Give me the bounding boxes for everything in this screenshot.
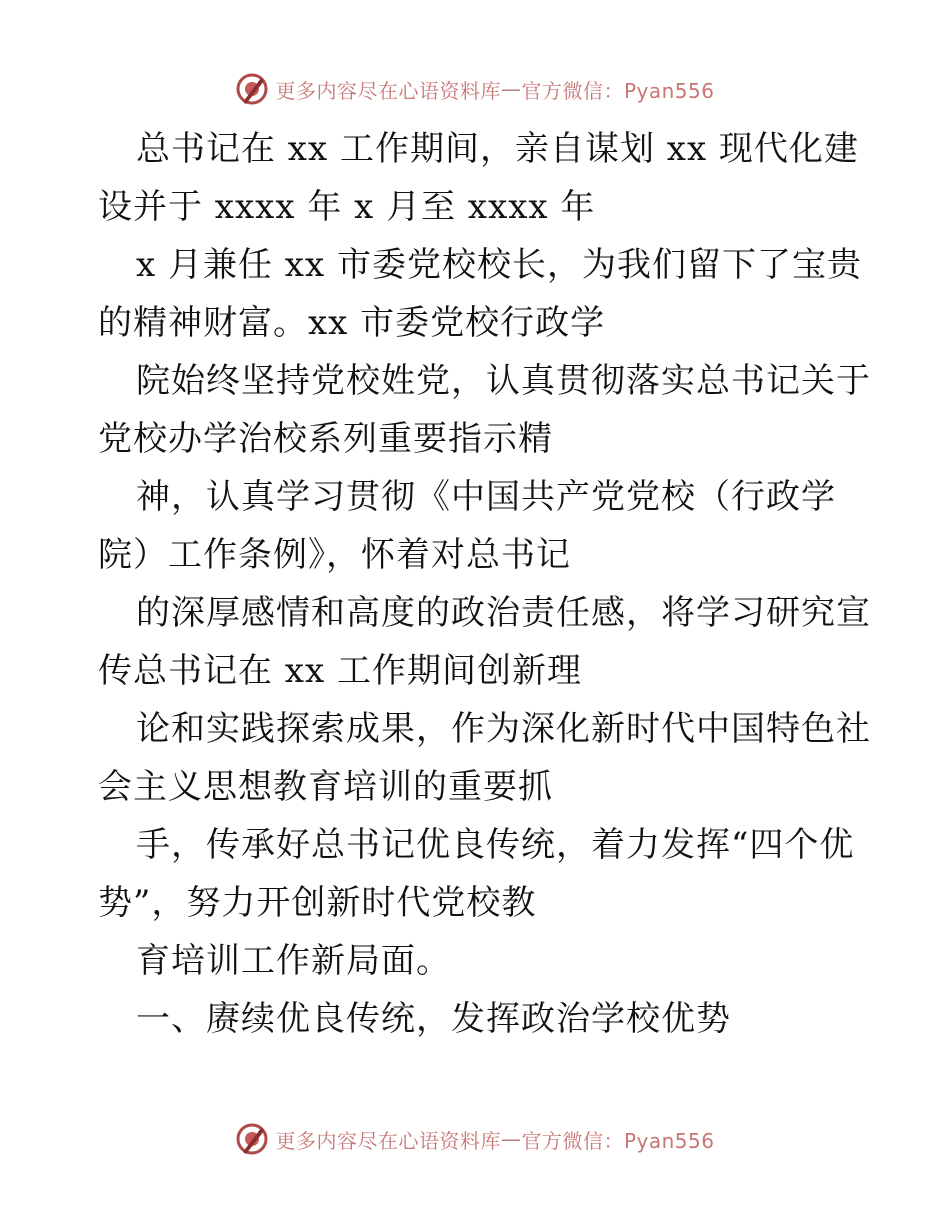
text-line: 院始终坚持党校姓党，认真贯彻落实总书记关于 [136,361,871,401]
text-line: 设并于 xxxx 年 x 月至 xxxx 年 [98,187,596,227]
text-line: 会主义思想教育培训的重要抓 [98,767,553,807]
watermark-dash: — [500,1127,522,1151]
text-line: 手，传承好总书记优良传统，着力发挥“四个优 [136,825,855,865]
quill-logo-icon [235,1122,269,1156]
section-heading: 一、赓续优良传统，发挥政治学校优势 [136,999,731,1039]
document-body [98,120,871,1048]
watermark-wechat: 官方微信：Pyan556 [521,78,715,103]
text-line: 的精神财富。xx 市委党校行政学 [98,303,606,343]
text-line: 总书记在 xx 工作期间，亲自谋划 xx 现代化建 [136,129,859,169]
watermark-footer [0,1122,950,1156]
text-line: 党校办学治校系列重要指示精 [98,419,553,459]
text-line: 论和实践探索成果，作为深化新时代中国特色社 [136,709,871,749]
watermark-text: 更多内容尽在心语资料库 [275,1128,501,1153]
text-line: x 月兼任 xx 市委党校校长，为我们留下了宝贵 [136,245,862,285]
watermark-text: 更多内容尽在心语资料库 [275,78,501,103]
text-line: 传总书记在 xx 工作期间创新理 [98,651,582,691]
watermark-dash: — [500,77,522,101]
text-line: 育培训工作新局面。 [136,941,451,981]
quill-logo-icon [235,72,269,106]
text-line: 神，认真学习贯彻《中国共产党党校（行政学 [136,477,836,517]
text-line: 势”，努力开创新时代党校教 [98,883,537,923]
text-line: 院）工作条例》，怀着对总书记 [98,535,571,575]
watermark-wechat: 官方微信：Pyan556 [521,1128,715,1153]
watermark-header [0,72,950,106]
text-line: 的深厚感情和高度的政治责任感，将学习研究宣 [136,593,871,633]
